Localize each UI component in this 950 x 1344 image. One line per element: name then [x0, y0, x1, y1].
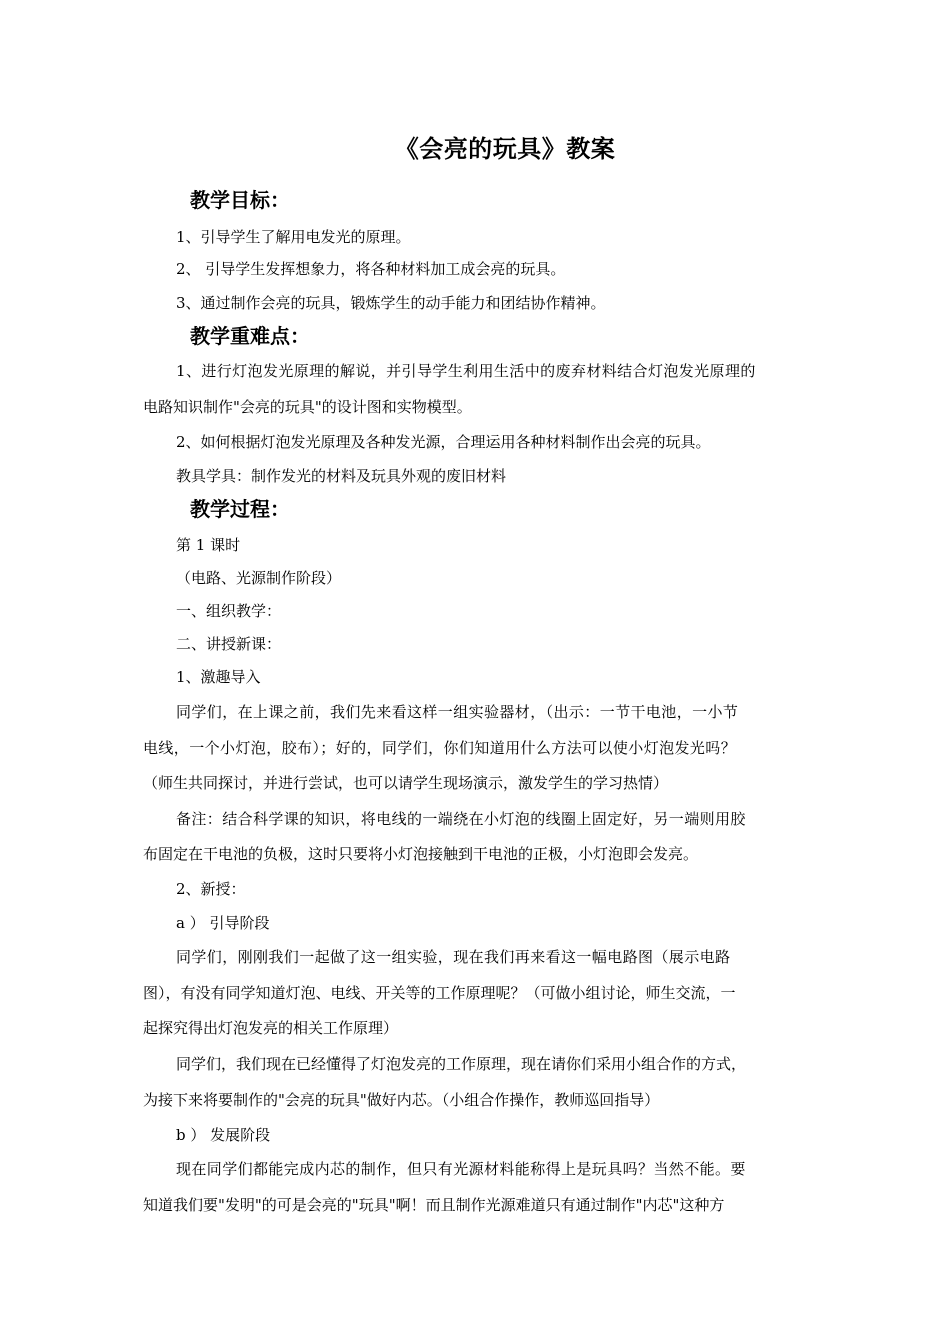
body-paragraph: 同学们，刚刚我们一起做了这一组实验，现在我们再来看这一幅电路图（展示电路: [176, 948, 731, 966]
body-paragraph: 起探究得出灯泡发亮的相关工作原理）: [143, 1019, 399, 1037]
body-paragraph: 为接下来将要制作的"会亮的玩具"做好内芯。（小组合作操作，教师巡回指导）: [143, 1091, 660, 1109]
body-paragraph: 知道我们要"发明"的可是会亮的"玩具"啊！而且制作光源难道只有通过制作"内芯"这种方: [143, 1196, 725, 1214]
process-step: 一、组织教学：: [176, 602, 282, 620]
heading-teaching-goals: 教学目标：: [190, 188, 290, 212]
lesson-stage: （电路、光源制作阶段）: [176, 569, 342, 587]
body-paragraph: （师生共同探讨，并进行尝试，也可以请学生现场演示，激发学生的学习热情）: [143, 774, 669, 792]
teaching-tools: 教具学具：制作发光的材料及玩具外观的废旧材料: [176, 467, 507, 485]
process-substep: 1、激趣导入: [176, 668, 261, 686]
process-substep: 2、新授：: [176, 880, 246, 898]
body-paragraph: 同学们，我们现在已经懂得了灯泡发亮的工作原理，现在请你们采用小组合作的方式，: [176, 1055, 747, 1073]
process-phase: b ） 发展阶段: [176, 1126, 271, 1144]
heading-teaching-process: 教学过程：: [190, 497, 290, 521]
heading-key-difficult-points: 教学重难点：: [190, 324, 310, 348]
lesson-number: 第 1 课时: [176, 536, 241, 554]
goal-item: 2、 引导学生发挥想象力，将各种材料加工成会亮的玩具。: [176, 260, 566, 278]
note-paragraph: 备注：结合科学课的知识，将电线的一端绕在小灯泡的线圈上固定好，另一端则用胶: [176, 810, 746, 828]
key-point-paragraph: 1、进行灯泡发光原理的解说，并引导学生利用生活中的废弃材料结合灯泡发光原理的: [176, 362, 756, 380]
key-point-paragraph: 电路知识制作"会亮的玩具"的设计图和实物模型。: [143, 398, 472, 416]
document-title: 《会亮的玩具》教案: [394, 135, 616, 163]
body-paragraph: 同学们，在上课之前，我们先来看这样一组实验器材，（出示：一节干电池，一小节: [176, 703, 739, 721]
process-phase: a ） 引导阶段: [176, 914, 270, 932]
goal-item: 3、通过制作会亮的玩具，锻炼学生的动手能力和团结协作精神。: [176, 294, 606, 312]
body-paragraph: 电线，一个小灯泡，胶布）；好的，同学们，你们知道用什么方法可以使小灯泡发光吗？: [143, 739, 737, 757]
goal-item: 1、引导学生了解用电发光的原理。: [176, 228, 411, 246]
note-paragraph: 布固定在干电池的负极，这时只要将小灯泡接触到干电池的正极，小灯泡即会发亮。: [143, 845, 699, 863]
process-step: 二、讲授新课：: [176, 635, 282, 653]
key-point-paragraph: 2、如何根据灯泡发光原理及各种发光源，合理运用各种材料制作出会亮的玩具。: [176, 433, 711, 451]
body-paragraph: 图），有没有同学知道灯泡、电线、开关等的工作原理呢？（可做小组讨论，师生交流，一: [143, 984, 736, 1002]
body-paragraph: 现在同学们都能完成内芯的制作，但只有光源材料能称得上是玩具吗？当然不能。要: [176, 1160, 746, 1178]
